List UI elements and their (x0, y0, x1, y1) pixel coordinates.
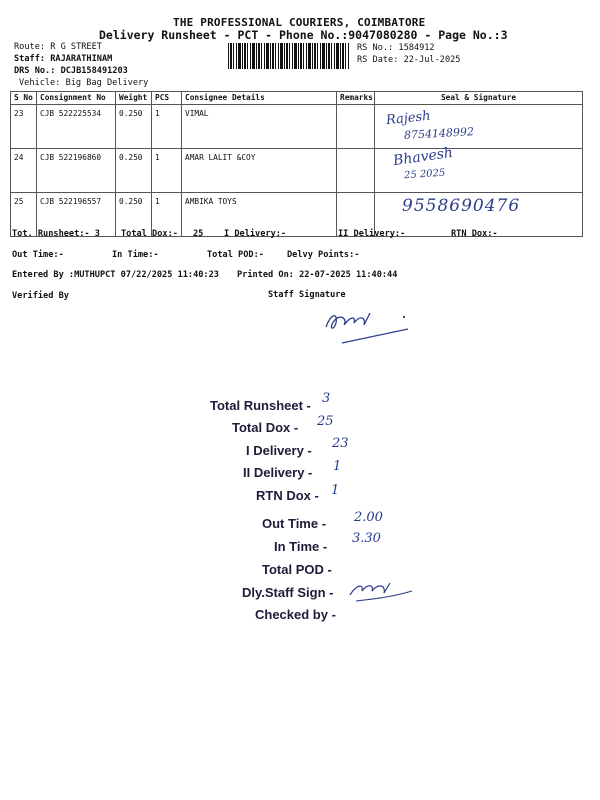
total-dox-value: 25 (193, 229, 204, 239)
col-consignment: Consignment No (37, 92, 116, 105)
cell-pcs: 1 (152, 149, 182, 193)
out-time-label: Out Time:- (12, 250, 64, 260)
staff-signature-label: Staff Signature (268, 290, 346, 300)
cell-pcs: 1 (152, 193, 182, 237)
cell-weight: 0.250 (116, 105, 152, 149)
rs-number: RS No.: 1584912 (357, 43, 435, 53)
cell-weight: 0.250 (116, 149, 152, 193)
cell-remarks (337, 105, 375, 149)
stamp-label-total-pod: Total POD - (262, 562, 332, 577)
total-pod-label: Total POD:- (207, 250, 264, 260)
stamp-label-i-delivery: I Delivery - (246, 443, 312, 458)
tot-runsheet: Tot. Runsheet:- 3 (12, 229, 100, 239)
barcode-image (228, 43, 350, 69)
handwritten-phone-2: 9558690476 (402, 196, 521, 216)
vehicle-label: Vehicle: Big Bag Delivery (19, 78, 149, 88)
stamp-value-in-time: 3.30 (352, 531, 381, 546)
cell-consignee: AMAR LALIT &COY (182, 149, 337, 193)
cell-sno: 23 (11, 105, 37, 149)
entered-by: Entered By :MUTHUPCT 07/22/2025 11:40:23 (12, 270, 219, 280)
stamp-label-checked-by: Checked by - (255, 607, 336, 622)
in-time-label: In Time:- (112, 250, 159, 260)
stamp-value-total-runsheet: 3 (322, 391, 331, 406)
total-dox-label: Total Dox:- (121, 229, 178, 239)
stamp-label-rtn-dox: RTN Dox - (256, 488, 319, 503)
rs-date: RS Date: 22-Jul-2025 (357, 55, 461, 65)
col-sno: S No (11, 92, 37, 105)
i-delivery-label: I Delivery:- (224, 229, 287, 239)
stamp-label-out-time: Out Time - (262, 516, 327, 531)
stamp-value-total-dox: 25 (317, 414, 334, 429)
col-weight: Weight (116, 92, 152, 105)
drs-number: DRS No.: DCJB158491203 (14, 66, 128, 76)
stamp-value-i-delivery: 23 (332, 436, 349, 451)
cell-remarks (337, 149, 375, 193)
stamp-value-rtn-dox: 1 (331, 483, 340, 498)
handwritten-signature-1: Rajesh (385, 108, 432, 129)
runsheet-subtitle: Delivery Runsheet - PCT - Phone No.:9047080280 - Page No.:3 (99, 28, 508, 42)
col-seal-signature: Seal & Signature (375, 92, 583, 105)
verified-by: Verified By (12, 291, 69, 301)
stamp-label-total-dox: Total Dox - (232, 420, 299, 435)
stamp-label-in-time: In Time - (274, 539, 328, 554)
printed-on: Printed On: 22-07-2025 11:40:44 (237, 270, 398, 280)
cell-consignment: CJB 522196860 (37, 149, 116, 193)
stamp-staff-sign-scribble (346, 577, 416, 605)
stamp-value-out-time: 2.00 (354, 510, 383, 525)
col-consignee: Consignee Details (182, 92, 337, 105)
delvy-points-label: Delvy Points:- (287, 250, 360, 260)
cell-consignee: AMBIKA TOYS (182, 193, 337, 237)
cell-consignment: CJB 522196557 (37, 193, 116, 237)
cell-consignment: CJB 522225534 (37, 105, 116, 149)
cell-sno: 24 (11, 149, 37, 193)
route-label: Route: R G STREET (14, 42, 102, 52)
handwritten-date: 25 2025 (403, 167, 446, 182)
stamp-label-ii-delivery: II Delivery - (243, 465, 313, 480)
cell-sno: 25 (11, 193, 37, 237)
handwritten-phone-1: 8754148992 (403, 125, 475, 142)
cell-consignee: VIMAL (182, 105, 337, 149)
stamp-label-staff-sign: Dly.Staff Sign - (242, 585, 334, 600)
ii-delivery-label: II Delivery:- (338, 229, 406, 239)
cell-weight: 0.250 (116, 193, 152, 237)
stamp-label-total-runsheet: Total Runsheet - (210, 398, 311, 413)
rtn-dox-label: RTN Dox:- (451, 229, 498, 239)
stamp-value-ii-delivery: 1 (333, 459, 342, 474)
handwritten-signature-2: Bhavesh (392, 144, 454, 170)
table-row (11, 105, 583, 149)
col-pcs: PCS (152, 92, 182, 105)
table-row (11, 149, 583, 193)
cell-pcs: 1 (152, 105, 182, 149)
staff-label: Staff: RAJARATHINAM (14, 54, 113, 64)
col-remarks: Remarks (337, 92, 375, 105)
company-title: THE PROFESSIONAL COURIERS, COIMBATORE (173, 16, 426, 29)
table-header-row (11, 92, 583, 105)
staff-signature-scribble (320, 305, 415, 350)
